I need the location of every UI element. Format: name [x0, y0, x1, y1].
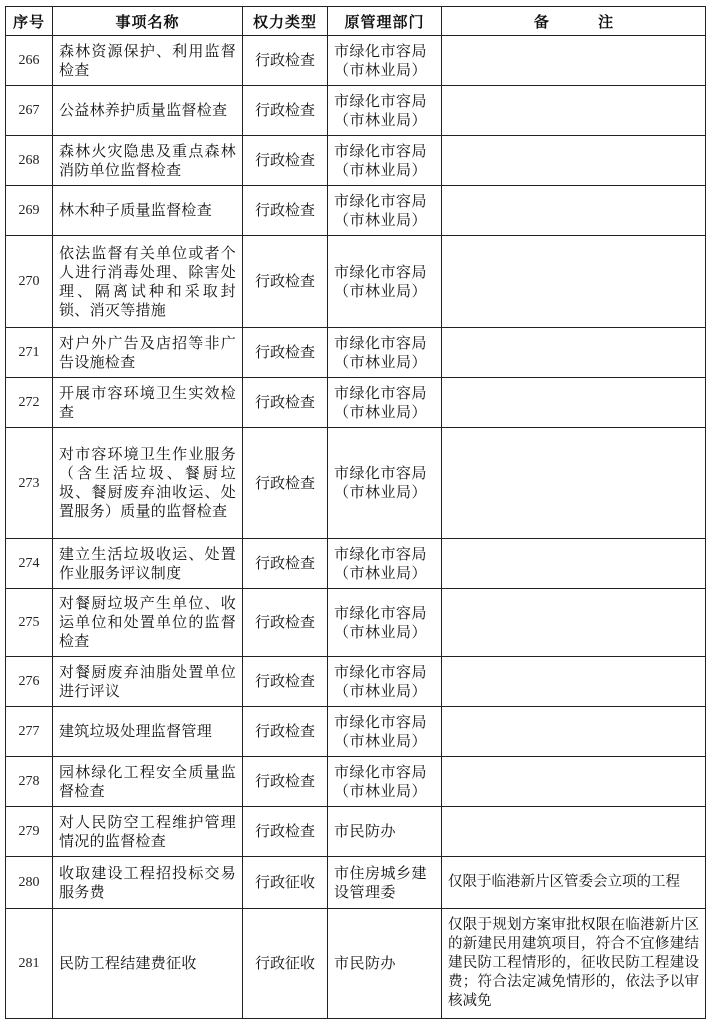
- cell-note: [442, 539, 706, 589]
- document-page: [5, 6, 705, 1019]
- table-row: [6, 857, 706, 909]
- cell-seq: 279: [6, 807, 53, 857]
- cell-seq: 271: [6, 328, 53, 378]
- table-row: [6, 707, 706, 757]
- cell-note: [442, 328, 706, 378]
- cell-power-type: 行政检查: [243, 136, 328, 186]
- cell-item-name: 对餐厨废弃油脂处置单位进行评议: [53, 657, 243, 707]
- cell-note: [442, 36, 706, 86]
- table-row: [6, 539, 706, 589]
- cell-item-name: 森林火灾隐患及重点森林消防单位监督检查: [53, 136, 243, 186]
- cell-seq: 274: [6, 539, 53, 589]
- cell-department: 市民防办: [328, 807, 442, 857]
- cell-power-type: 行政检查: [243, 539, 328, 589]
- cell-seq: 270: [6, 236, 53, 328]
- cell-department: 市绿化市容局（市林业局）: [328, 539, 442, 589]
- cell-power-type: 行政检查: [243, 657, 328, 707]
- header-note: 备 注: [442, 7, 706, 36]
- cell-item-name: 对人民防空工程维护管理情况的监督检查: [53, 807, 243, 857]
- cell-department: 市绿化市容局（市林业局）: [328, 36, 442, 86]
- cell-item-name: 公益林养护质量监督检查: [53, 86, 243, 136]
- table-row: [6, 378, 706, 428]
- table-row: [6, 86, 706, 136]
- cell-department: 市住房城乡建设管理委: [328, 857, 442, 909]
- cell-note: [442, 428, 706, 539]
- cell-department: 市民防办: [328, 909, 442, 1019]
- cell-note: [442, 589, 706, 657]
- cell-department: 市绿化市容局（市林业局）: [328, 378, 442, 428]
- cell-power-type: 行政检查: [243, 36, 328, 86]
- cell-item-name: 民防工程结建费征收: [53, 909, 243, 1019]
- cell-power-type: 行政检查: [243, 86, 328, 136]
- cell-note: 仅限于临港新片区管委会立项的工程: [442, 857, 706, 909]
- cell-department: 市绿化市容局（市林业局）: [328, 136, 442, 186]
- header-type: 权力类型: [243, 7, 328, 36]
- cell-department: 市绿化市容局（市林业局）: [328, 86, 442, 136]
- cell-item-name: 对市容环境卫生作业服务（含生活垃圾、餐厨垃圾、餐厨废弃油收运、处置服务）质量的监督检查: [53, 428, 243, 539]
- cell-department: 市绿化市容局（市林业局）: [328, 236, 442, 328]
- cell-department: 市绿化市容局（市林业局）: [328, 707, 442, 757]
- cell-seq: 281: [6, 909, 53, 1019]
- cell-power-type: 行政检查: [243, 186, 328, 236]
- cell-power-type: 行政检查: [243, 707, 328, 757]
- table-body: [6, 36, 706, 1019]
- cell-department: 市绿化市容局（市林业局）: [328, 589, 442, 657]
- cell-seq: 269: [6, 186, 53, 236]
- cell-power-type: 行政检查: [243, 807, 328, 857]
- cell-item-name: 林木种子质量监督检查: [53, 186, 243, 236]
- cell-seq: 267: [6, 86, 53, 136]
- cell-seq: 278: [6, 757, 53, 807]
- cell-item-name: 收取建设工程招投标交易服务费: [53, 857, 243, 909]
- table-row: [6, 757, 706, 807]
- cell-power-type: 行政检查: [243, 378, 328, 428]
- cell-note: [442, 707, 706, 757]
- cell-item-name: 对户外广告及店招等非广告设施检查: [53, 328, 243, 378]
- cell-seq: 275: [6, 589, 53, 657]
- cell-department: 市绿化市容局（市林业局）: [328, 328, 442, 378]
- cell-item-name: 开展市容环境卫生实效检查: [53, 378, 243, 428]
- cell-note: [442, 757, 706, 807]
- table-row: [6, 428, 706, 539]
- cell-power-type: 行政检查: [243, 757, 328, 807]
- cell-seq: 276: [6, 657, 53, 707]
- header-seq: 序号: [6, 7, 53, 36]
- table-row: [6, 186, 706, 236]
- table-row: [6, 589, 706, 657]
- cell-note: [442, 186, 706, 236]
- table-row: [6, 807, 706, 857]
- cell-note: [442, 807, 706, 857]
- cell-power-type: 行政检查: [243, 428, 328, 539]
- cell-power-type: 行政征收: [243, 909, 328, 1019]
- cell-note: [442, 86, 706, 136]
- cell-power-type: 行政检查: [243, 589, 328, 657]
- table-header-row: [6, 7, 706, 36]
- cell-seq: 266: [6, 36, 53, 86]
- cell-item-name: 依法监督有关单位或者个人进行消毒处理、除害处理、隔离试种和采取封锁、消灭等措施: [53, 236, 243, 328]
- cell-note: 仅限于规划方案审批权限在临港新片区的新建民用建筑项目，符合不宜修建结建民防工程情形的，征收民防工程建设费；符合法定减免情形的，依法予以审核减免: [442, 909, 706, 1019]
- cell-seq: 272: [6, 378, 53, 428]
- table-row: [6, 136, 706, 186]
- cell-department: 市绿化市容局（市林业局）: [328, 657, 442, 707]
- cell-note: [442, 657, 706, 707]
- table-row: [6, 657, 706, 707]
- table-row: [6, 236, 706, 328]
- cell-item-name: 建筑垃圾处理监督管理: [53, 707, 243, 757]
- cell-item-name: 建立生活垃圾收运、处置作业服务评议制度: [53, 539, 243, 589]
- power-items-table: [5, 6, 706, 1019]
- cell-note: [442, 236, 706, 328]
- cell-power-type: 行政检查: [243, 236, 328, 328]
- cell-department: 市绿化市容局（市林业局）: [328, 757, 442, 807]
- header-name: 事项名称: [53, 7, 243, 36]
- table-row: [6, 328, 706, 378]
- cell-power-type: 行政征收: [243, 857, 328, 909]
- cell-department: 市绿化市容局（市林业局）: [328, 428, 442, 539]
- cell-seq: 280: [6, 857, 53, 909]
- cell-note: [442, 378, 706, 428]
- cell-department: 市绿化市容局（市林业局）: [328, 186, 442, 236]
- cell-item-name: 园林绿化工程安全质量监督检查: [53, 757, 243, 807]
- cell-seq: 268: [6, 136, 53, 186]
- header-dept: 原管理部门: [328, 7, 442, 36]
- table-row: [6, 909, 706, 1019]
- cell-seq: 273: [6, 428, 53, 539]
- cell-item-name: 森林资源保护、利用监督检查: [53, 36, 243, 86]
- table-row: [6, 36, 706, 86]
- cell-power-type: 行政检查: [243, 328, 328, 378]
- cell-seq: 277: [6, 707, 53, 757]
- cell-note: [442, 136, 706, 186]
- cell-item-name: 对餐厨垃圾产生单位、收运单位和处置单位的监督检查: [53, 589, 243, 657]
